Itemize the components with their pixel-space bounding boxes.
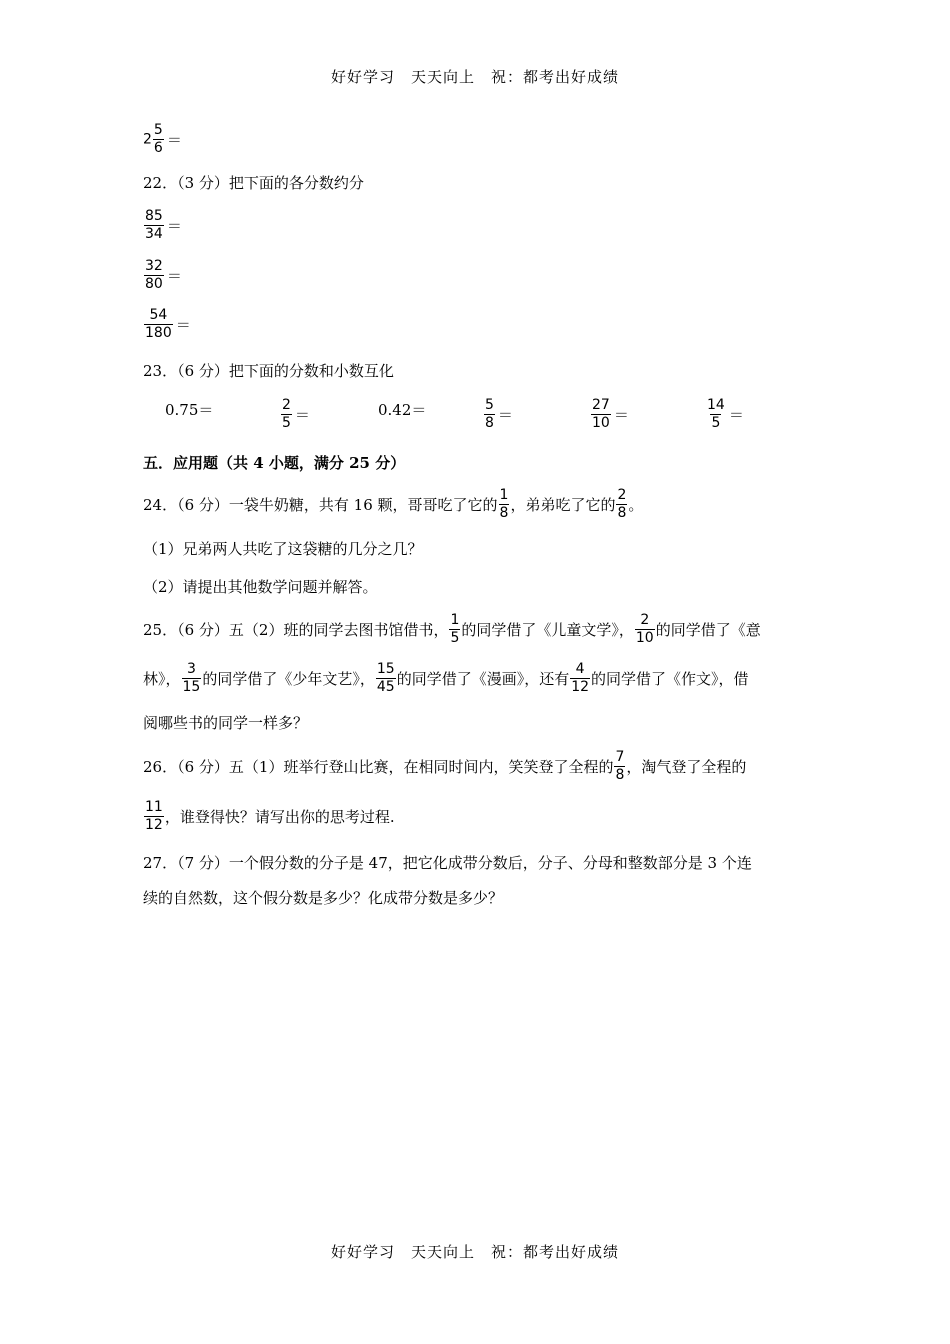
- page-header: 好好学习 天天向上 祝：都考出好成绩: [330, 68, 619, 86]
- denominator: 15: [182, 679, 201, 695]
- q23-fraction-2: [483, 397, 513, 432]
- fraction: [449, 612, 460, 647]
- q25-line-1: [143, 612, 761, 647]
- q27-line-1: 27．（7 分）一个假分数的分子是 47，把它化成带分数后，分子、分母和整数部分是 3 个连: [143, 854, 752, 872]
- fraction: [484, 397, 495, 432]
- numerator: 54: [149, 307, 168, 323]
- numerator: 27: [592, 397, 610, 413]
- equals-sign: ＝: [175, 316, 191, 334]
- denominator: 8: [615, 767, 625, 783]
- q25-line-3: 阅哪些书的同学一样多？: [143, 714, 309, 732]
- equals-sign: ＝: [497, 406, 513, 424]
- numerator: 5: [485, 397, 494, 413]
- fraction: [144, 208, 164, 243]
- q26-line-1: [143, 749, 746, 784]
- denominator: 8: [485, 415, 494, 431]
- q25-line-2: [143, 661, 749, 696]
- section-title: 五．应用题（共 4 小题，满分 25 分）: [143, 454, 406, 472]
- q22-item-2: [143, 258, 182, 293]
- numerator: 32: [145, 258, 163, 274]
- numerator: 7: [615, 749, 625, 765]
- fraction: [591, 397, 611, 432]
- whole-part: 2: [143, 131, 152, 148]
- fraction: [144, 307, 173, 342]
- q26-text-3: ，谁登得快？请写出你的思考过程.: [164, 808, 395, 826]
- numerator: 3: [186, 661, 196, 677]
- q24-sub-1: （1）兄弟两人共吃了这袋糖的几分之几？: [143, 540, 423, 558]
- numerator: 85: [145, 208, 163, 224]
- fraction: [570, 661, 590, 696]
- q25-text-3: 的同学借了《意: [655, 621, 761, 639]
- denominator: 12: [145, 817, 163, 833]
- fraction: [499, 487, 510, 522]
- denominator: 10: [592, 415, 610, 431]
- q25-text-6: 的同学借了《漫画》，还有: [396, 670, 570, 688]
- fraction: [614, 749, 625, 784]
- denominator: 5: [282, 415, 291, 431]
- numerator: 2: [640, 612, 650, 628]
- q26-text-1: 26．（6 分）五（1）班举行登山比赛，在相同时间内，笑笑登了全程的: [143, 758, 614, 776]
- q24-text-c: 。: [628, 496, 644, 514]
- q25-text-7: 的同学借了《作文》，借: [591, 670, 749, 688]
- q23-fraction-3: [590, 397, 629, 432]
- denominator: 5: [711, 415, 721, 431]
- q25-text-4: 林》，: [143, 670, 181, 688]
- q25-text-5: 的同学借了《少年文艺》，: [202, 670, 375, 688]
- denominator: 80: [145, 276, 163, 292]
- q22-title: 22．（3 分）把下面的各分数约分: [143, 174, 364, 192]
- numerator: 1: [499, 487, 509, 503]
- equals-sign: ＝: [613, 406, 629, 424]
- q23-fraction-4: [705, 397, 744, 432]
- q25-text-1: 25．（6 分）五（2）班的同学去图书馆借书，: [143, 621, 449, 639]
- q23-decimal-2: 0.42＝: [378, 401, 427, 419]
- denominator: 5: [450, 630, 460, 646]
- equals-sign: ＝: [728, 406, 744, 424]
- q23-decimal-1: 0.75＝: [165, 401, 214, 419]
- equals-sign: ＝: [294, 406, 310, 424]
- equals-sign: ＝: [166, 131, 182, 149]
- numerator: 15: [376, 661, 395, 677]
- numerator: 5: [153, 122, 163, 138]
- numerator: 2: [282, 397, 291, 413]
- q24-text-b: ，弟弟吃了它的: [510, 496, 616, 514]
- q21-mixed-number: [143, 122, 182, 157]
- numerator: 14: [707, 397, 725, 413]
- fraction: [635, 612, 655, 647]
- denominator: 10: [635, 630, 654, 646]
- equals-sign: ＝: [166, 267, 182, 285]
- denominator: 6: [153, 140, 163, 156]
- fraction: [616, 487, 627, 522]
- q22-item-1: [143, 208, 182, 243]
- fraction: [281, 397, 292, 432]
- fraction: [153, 122, 164, 157]
- q27-line-2: 续的自然数，这个假分数是多少？化成带分数是多少？: [143, 889, 504, 907]
- q24-sub-2: （2）请提出其他数学问题并解答。: [143, 578, 378, 596]
- fraction: [182, 661, 202, 696]
- q22-item-3: [143, 307, 191, 342]
- q26-text-2: ，淘气登了全程的: [626, 758, 747, 776]
- denominator: 34: [145, 226, 163, 242]
- denominator: 8: [499, 505, 509, 521]
- denominator: 180: [145, 325, 172, 341]
- q23-fraction-1: [280, 397, 310, 432]
- page-footer: 好好学习 天天向上 祝：都考出好成绩: [330, 1243, 619, 1261]
- denominator: 45: [376, 679, 395, 695]
- q24-text-a: 24．（6 分）一袋牛奶糖，共有 16 颗，哥哥吃了它的: [143, 496, 498, 514]
- denominator: 8: [617, 505, 627, 521]
- numerator: 1: [450, 612, 460, 628]
- q23-title: 23．（6 分）把下面的分数和小数互化: [143, 362, 394, 380]
- fraction: [376, 661, 396, 696]
- equals-sign: ＝: [166, 217, 182, 235]
- numerator: 4: [575, 661, 585, 677]
- fraction: [144, 799, 164, 834]
- fraction: [144, 258, 164, 293]
- denominator: 12: [571, 679, 590, 695]
- q26-line-2: [143, 799, 395, 834]
- numerator: 2: [617, 487, 627, 503]
- fraction: [706, 397, 726, 432]
- q25-text-2: 的同学借了《儿童文学》，: [461, 621, 634, 639]
- q24-question: [143, 487, 643, 522]
- numerator: 11: [145, 799, 163, 815]
